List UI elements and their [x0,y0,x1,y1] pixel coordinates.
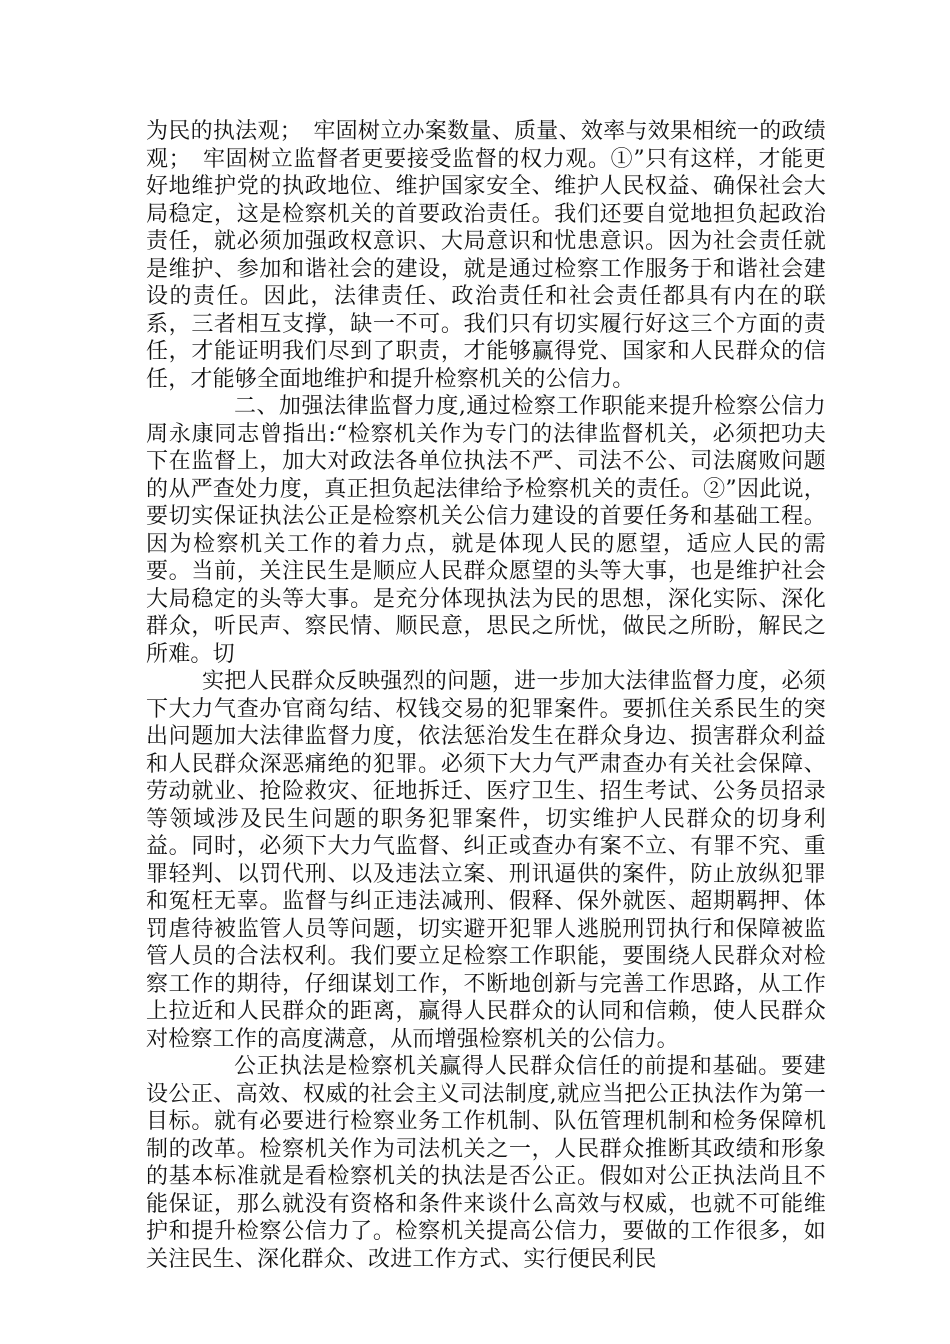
document-body [146,118,849,1273]
paragraph-section-two: 二、加强法律监督力度,通过检察工作职能来提升检察公信力 周永康同志曾指出:“检察机关作为专门的法律监督机关，必须把功夫下在监督上，加大对政法各单位执法不严、司法不公、司法腐败问题的从严查处力度，真正担负起法律给予检察机关的责任。②”因此说，要切实保证执法公正是检察机关公信力建设的首要任务和基础工程。因为检察机关工作的着力点，就是体现人民的愿望，适应人民的需要。当前，关注民生是顺应人民群众愿望的头等大事，也是维护社会大局稳定的头等大事。是充分体现执法为民的思想，深化实际、深化群众，听民声、察民情、顺民意，思民之所忧，做民之所盼，解民之所难。切 [146,394,849,667]
paragraph-continuation: 为民的执法观； 牢固树立办案数量、质量、效率与效果相统一的政绩观； 牢固树立监督者更要接受监督的权力观。①”只有这样，才能更好地维护党的执政地位、维护国家安全、维护人民权益、确保社会大局稳定，这是检察机关的首要政治责任。我们还要自觉地担负起政治责任，就必须加强政权意识、大局意识和忧患意识。因为社会责任就是维护、参加和谐社会的建设，就是通过检察工作服务于和谐社会建设的责任。因此，法律责任、政治责任和社会责任都具有内在的联系，三者相互支撑，缺一不可。我们只有切实履行好这三个方面的责任，才能证明我们尽到了职责，才能够赢得党、国家和人民群众的信任，才能够全面地维护和提升检察机关的公信力。 [146,119,826,392]
paragraph-legal-supervision: 实把人民群众反映强烈的问题，进一步加大法律监督力度，必须下大力气查办官商勾结、权钱交易的犯罪案件。要抓住关系民生的突出问题加大法律监督力度，依法惩治发生在群众身边、损害群众利益和人民群众深恶痛绝的犯罪。必须下大力气严肃查办有关社会保障、劳动就业、抢险救灾、征地拆迁、医疗卫生、招生考试、公务员招录等领域涉及民生问题的职务犯罪案件，切实维护人民群众的切身利益。同时，必须下大力气监督、纠正或查办有案不立、有罪不究、重罪轻判、以罚代刑、以及违法立案、刑讯逼供的案件，防止放纵犯罪和冤枉无辜。监督与纠正违法减刑、假释、保外就医、超期羁押、体罚虐待被监管人员等问题，切实避开犯罪人逃脱刑罚执行和保障被监管人员的合法权利。我们要立足检察工作职能，要围绕人民群众对检察工作的期待，仔细谋划工作，不断地创新与完善工作思路，从工作上拉近和人民群众的距离，赢得人民群众的认同和信赖，使人民群众对检察工作的高度满意，从而增强检察机关的公信力。 [146,669,826,1052]
paragraph-fair-enforcement: 公正执法是检察机关赢得人民群众信任的前提和基础。要建设公正、高效、权威的社会主义司法制度,就应当把公正执法作为第一目标。就有必要进行检察业务工作机制、队伍管理机制和检务保障机制的改革。检察机关作为司法机关之一，人民群众推断其政绩和形象的基本标准就是看检察机关的执法是否公正。假如对公正执法尚且不能保证，那么就没有资格和条件来谈什么高效与权威，也就不可能维护和提升检察公信力了。检察机关提高公信力，要做的工作很多，如关注民生、深化群众、改进工作方式、实行便民利民 [146,1054,826,1272]
